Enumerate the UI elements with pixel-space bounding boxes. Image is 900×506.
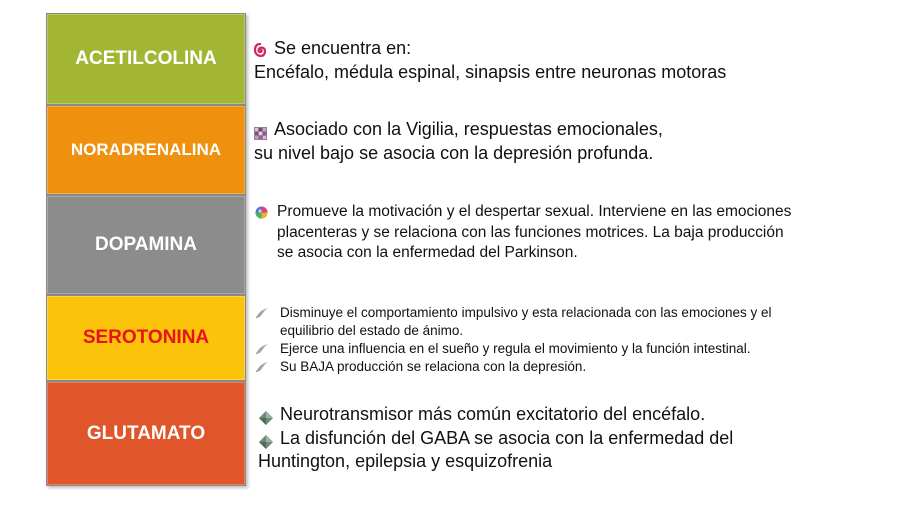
glutamato-item1: Neurotransmisor más común excitatorio del encéfalo. (280, 404, 706, 424)
dopamina-line1: Promueve la motivación y el despertar sexual. Interviene en las emociones (277, 203, 792, 220)
feather-icon (255, 306, 269, 324)
dopamina-line3: se asocia con la enfermedad del Parkinson. (277, 244, 578, 261)
text-acetilcolina (254, 36, 860, 84)
serotonina-item-3 (280, 358, 860, 376)
box-noradrenalina (46, 105, 246, 195)
box-label-serotonina: SEROTONINA (82, 327, 210, 348)
dopamina-line2: placenteras y se relaciona con las funciones motrices. La baja producción (277, 223, 784, 241)
text-serotonina (254, 304, 860, 376)
glutamato-item-2 (258, 427, 860, 451)
noradrenalina-line2: su nivel bajo se asocia con la depresión profunda. (254, 143, 654, 163)
box-label-dopamina: DOPAMINA (94, 234, 198, 255)
box-serotonina (46, 295, 246, 381)
acetilcolina-line1: Se encuentra en: (274, 38, 412, 58)
glutamato-item2-line2: Huntington, epilepsia y esquizofrenia (258, 451, 553, 471)
glutamato-item2-line1: La disfunción del GABA se asocia con la enfermedad del (280, 427, 734, 448)
box-label-glutamato: GLUTAMATO (86, 422, 206, 444)
globe-icon (255, 205, 268, 226)
box-label-noradrenalina: NORADRENALINA (70, 140, 222, 159)
text-dopamina (254, 202, 860, 264)
serotonina-item1-line1: Disminuye el comportamiento impulsivo y esta relacionada con las emociones y el (280, 305, 772, 320)
box-label-acetilcolina: ACETILCOLINA (75, 48, 217, 69)
feather-icon (255, 342, 269, 360)
serotonina-item-1 (280, 304, 860, 340)
glutamato-item-1 (258, 403, 860, 427)
acetilcolina-line2: Encéfalo, médula espinal, sinapsis entre neuronas motoras (254, 62, 727, 82)
serotonina-item-2 (280, 340, 860, 358)
text-noradrenalina (254, 117, 860, 165)
noradrenalina-line1: Asociado con la Vigilia, respuestas emocionales, (274, 119, 663, 139)
serotonina-item1-line2: equilibrio del estado de ánimo. (280, 323, 464, 338)
serotonina-item3-line1: Su BAJA producción se relaciona con la depresión. (280, 359, 587, 374)
box-glutamato (46, 381, 246, 486)
box-acetilcolina (46, 13, 246, 105)
serotonina-item2-line1: Ejerce una influencia en el sueño y regula el movimiento y la función intestinal. (280, 341, 751, 356)
feather-icon (255, 360, 269, 378)
text-glutamato (258, 403, 860, 474)
box-dopamina (46, 195, 246, 295)
